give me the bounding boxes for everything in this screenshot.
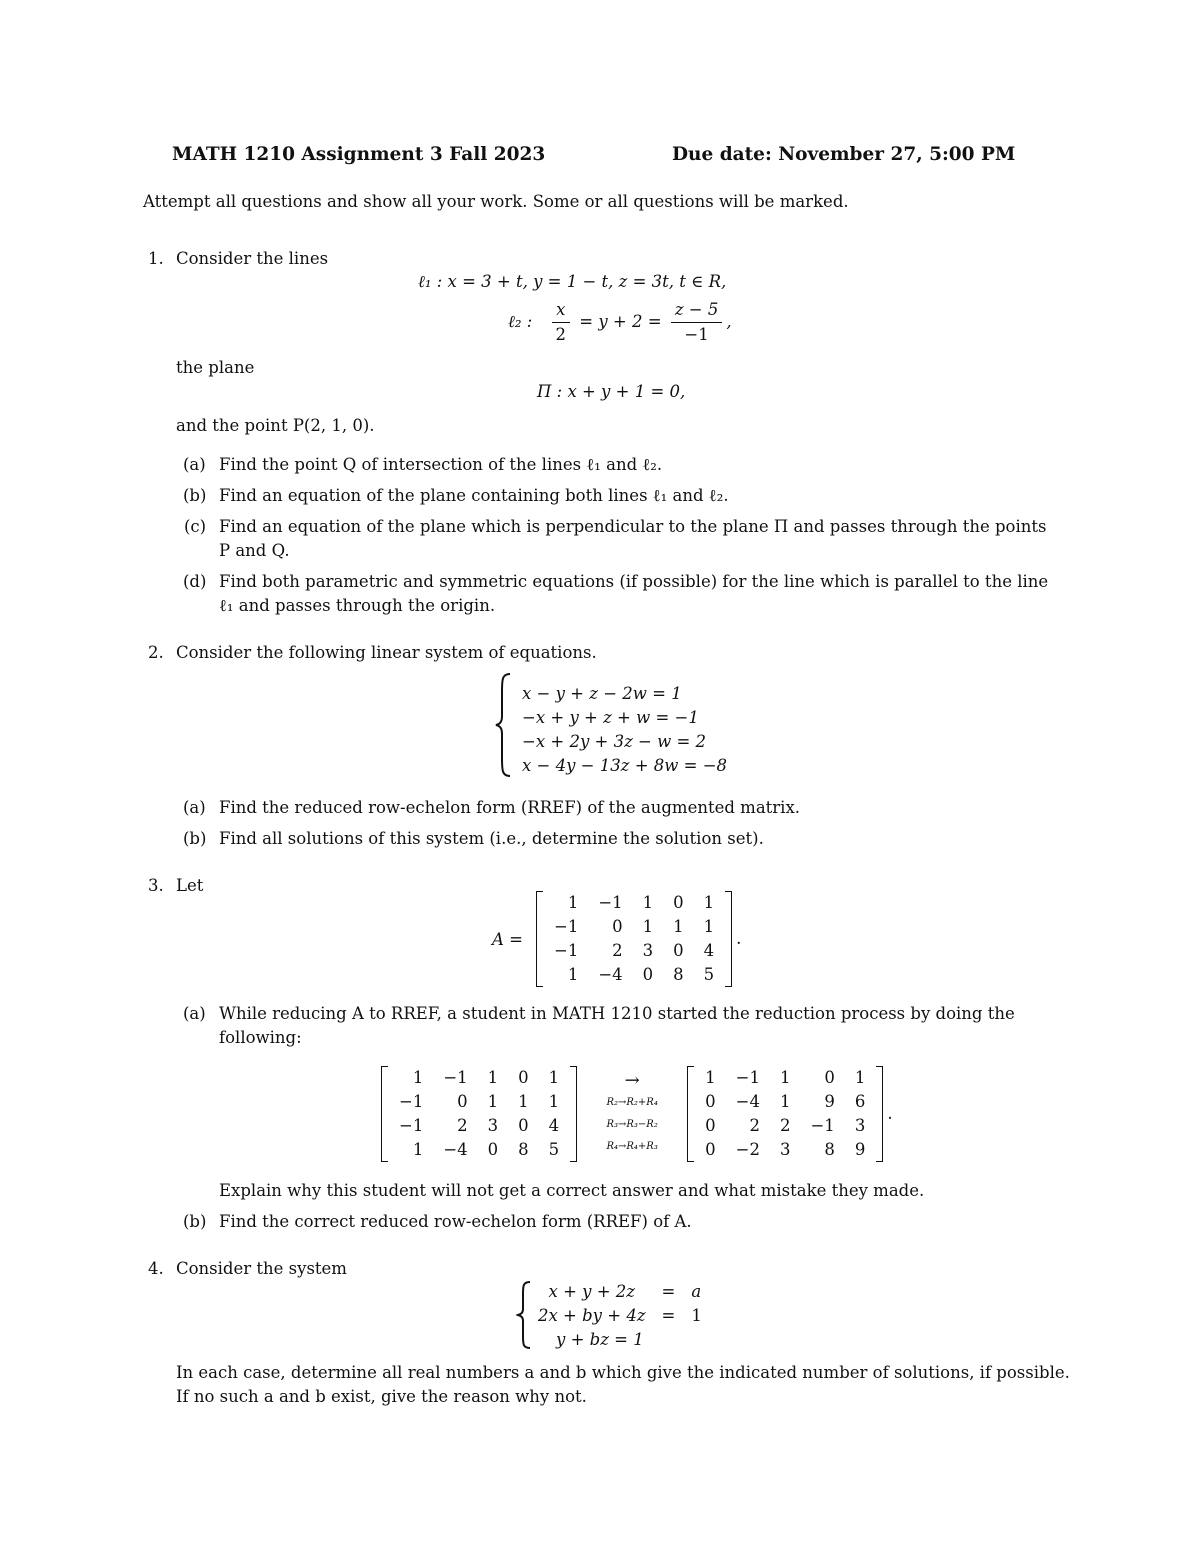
l2-middle: = y + 2 = — [579, 312, 662, 331]
q1-part-b-label: (b) — [183, 486, 207, 505]
matrix-cell: 0 — [705, 1140, 716, 1159]
assignment-title: MATH 1210 Assignment 3 Fall 2023 — [172, 144, 546, 165]
matrix-cell: 1 — [412, 1140, 424, 1159]
matrix-cell: 9 — [854, 1140, 866, 1159]
row-operation: R₄→R₄+R₃ — [606, 1141, 658, 1152]
q1-point: and the point P(2, 1, 0). — [176, 416, 375, 435]
matrix-cell: 1 — [642, 917, 654, 936]
q2-equation: −x + y + z + w = −1 — [522, 708, 699, 727]
matrix-cell: 0 — [705, 1092, 716, 1111]
q1-part-c-text-2: P and Q. — [219, 541, 290, 560]
q2-part-a-label: (a) — [183, 798, 206, 817]
frac-denominator: −1 — [684, 325, 709, 344]
matrix-cell: 0 — [518, 1116, 529, 1135]
matrix-cell: 2 — [749, 1116, 760, 1135]
matrix-cell: 5 — [548, 1140, 560, 1159]
matrix-cell: −4 — [735, 1092, 760, 1111]
matrix-cell: 3 — [854, 1116, 866, 1135]
matrix-cell: 2 — [779, 1116, 791, 1135]
matrix-cell: 2 — [612, 941, 623, 960]
q1-line-l1: ℓ₁ : x = 3 + t, y = 1 − t, z = 3t, t ∈ R, — [418, 272, 727, 291]
q1-plane-eq: Π : x + y + 1 = 0, — [537, 382, 686, 401]
matrix-cell: 1 — [703, 917, 715, 936]
q3-part-b-text: Find the correct reduced row-echelon form (RREF) of A. — [219, 1212, 692, 1231]
q4-system — [534, 1280, 706, 1352]
matrix-cell: −1 — [399, 1116, 424, 1135]
frac-numerator: z − 5 — [671, 300, 723, 323]
matrix-cell: 0 — [518, 1068, 529, 1087]
q4-closing-2: If no such a and b exist, give the reason why not. — [176, 1387, 587, 1406]
row-reduction — [381, 1066, 893, 1162]
arrow-icon: → — [624, 1070, 640, 1091]
row-operations — [577, 1070, 687, 1158]
matrix-before — [381, 1066, 577, 1162]
matrix-cell: 1 — [673, 917, 684, 936]
matrix-cell: 1 — [642, 893, 654, 912]
q3-part-a-text: While reducing A to RREF, a student in MATH 1210 started the reduction process by doing the — [219, 1004, 1015, 1023]
q1-part-b-text: Find an equation of the plane containing both lines ℓ₁ and ℓ₂. — [219, 486, 729, 505]
matrix-a-label: A = — [492, 930, 523, 949]
matrix-cell: 8 — [824, 1140, 835, 1159]
matrix-cell: 0 — [673, 941, 684, 960]
matrix-cell: 3 — [487, 1116, 499, 1135]
q4-closing: In each case, determine all real numbers a and b which give the indicated number of solutions, if possible. — [176, 1363, 1070, 1382]
matrix-cell: 1 — [518, 1092, 529, 1111]
matrix-cell: 1 — [487, 1068, 499, 1087]
q1-part-d-label: (d) — [183, 572, 207, 591]
matrix-cell: 1 — [779, 1068, 791, 1087]
q4-rhs: 1 — [691, 1306, 702, 1325]
matrix-cell: 1 — [779, 1092, 791, 1111]
q1-lead: Consider the lines — [176, 249, 329, 268]
frac-numerator: x — [552, 300, 571, 323]
matrix-cell: −1 — [443, 1068, 468, 1087]
q2-part-a-text: Find the reduced row-echelon form (RREF) of the augmented matrix. — [219, 798, 801, 817]
matrix-cell: −1 — [399, 1092, 424, 1111]
matrix-cell: −1 — [554, 941, 579, 960]
q1-number: 1. — [148, 249, 164, 268]
matrix-after — [687, 1066, 883, 1162]
matrix-cell: 1 — [567, 893, 579, 912]
q3-lead: Let — [176, 876, 204, 895]
q4-eq-sign: = — [661, 1282, 676, 1301]
q2-equation: −x + 2y + 3z − w = 2 — [522, 732, 707, 751]
matrix-cell: 3 — [642, 941, 654, 960]
instructions: Attempt all questions and show all your work. Some or all questions will be marked. — [143, 192, 849, 211]
matrix-cell: 0 — [487, 1140, 499, 1159]
q4-lead: Consider the system — [176, 1259, 347, 1278]
matrix-cell: 0 — [705, 1116, 716, 1135]
q2-system — [518, 682, 731, 778]
matrix-cell: −1 — [598, 893, 623, 912]
matrix-cell: 0 — [457, 1092, 468, 1111]
matrix-cell: 4 — [548, 1116, 560, 1135]
q1-part-c-label: (c) — [184, 517, 207, 536]
q2-lead: Consider the following linear system of equations. — [176, 643, 597, 662]
q4-lhs: 2x + by + 4z — [538, 1306, 646, 1325]
matrix-cell: 3 — [779, 1140, 791, 1159]
row-operation: R₃→R₃−R₂ — [606, 1119, 658, 1130]
matrix-cell: 0 — [642, 965, 654, 984]
q4-lhs: y + bz = 1 — [556, 1330, 644, 1349]
matrix-cell: 2 — [457, 1116, 468, 1135]
q1-line-l2 — [508, 300, 732, 345]
q1-part-a-text: Find the point Q of intersection of the lines ℓ₁ and ℓ₂. — [219, 455, 663, 474]
q3-number: 3. — [148, 876, 164, 895]
matrix-cell: 0 — [824, 1068, 835, 1087]
matrix-cell: 1 — [705, 1068, 716, 1087]
q4-rhs: a — [691, 1282, 702, 1301]
matrix-cell: −4 — [443, 1140, 468, 1159]
matrix-cell: 5 — [703, 965, 715, 984]
q4-number: 4. — [148, 1259, 164, 1278]
q1-plane-lead: the plane — [176, 358, 255, 377]
matrix-cell: 1 — [487, 1092, 499, 1111]
matrix-a-brackets — [536, 891, 732, 987]
matrix-cell: −1 — [554, 917, 579, 936]
q2-part-b-text: Find all solutions of this system (i.e., determine the solution set). — [219, 829, 764, 848]
l2-fraction-z — [671, 300, 723, 345]
frac-denominator: 2 — [555, 325, 567, 344]
q3-part-a-text-2: following: — [219, 1028, 302, 1047]
q2-equation: x − y + z − 2w = 1 — [522, 684, 682, 703]
q4-lhs: x + y + 2z — [548, 1282, 635, 1301]
matrix-after-end: . — [887, 1103, 893, 1123]
matrix-cell: 1 — [703, 893, 715, 912]
l2-end: , — [726, 312, 732, 331]
matrix-a — [536, 891, 741, 987]
matrix-a-end: . — [736, 928, 742, 948]
q3-explain: Explain why this student will not get a correct answer and what mistake they made. — [219, 1181, 925, 1200]
matrix-cell: 8 — [518, 1140, 529, 1159]
q2-part-b-label: (b) — [183, 829, 207, 848]
q3-part-b-label: (b) — [183, 1212, 207, 1231]
matrix-cell: 1 — [548, 1068, 560, 1087]
q1-part-c-text: Find an equation of the plane which is perpendicular to the plane Π and passes through the points — [219, 517, 1047, 536]
row-operation: R₂→R₂+R₄ — [606, 1097, 658, 1108]
due-date: Due date: November 27, 5:00 PM — [672, 144, 1016, 165]
matrix-cell: 6 — [854, 1092, 866, 1111]
l2-fraction-x — [552, 300, 571, 345]
matrix-cell: 8 — [673, 965, 684, 984]
q4-eq-sign: = — [661, 1306, 676, 1325]
q1-part-a-label: (a) — [183, 455, 206, 474]
q2-equation: x − 4y − 13z + 8w = −8 — [522, 756, 728, 775]
matrix-cell: −1 — [735, 1068, 760, 1087]
matrix-cell: 0 — [612, 917, 623, 936]
q3-part-a-label: (a) — [183, 1004, 206, 1023]
matrix-cell: 1 — [567, 965, 579, 984]
matrix-cell: 4 — [703, 941, 715, 960]
matrix-cell: 1 — [854, 1068, 866, 1087]
matrix-cell: 1 — [412, 1068, 424, 1087]
matrix-cell: 0 — [673, 893, 684, 912]
q2-number: 2. — [148, 643, 164, 662]
matrix-cell: 1 — [548, 1092, 560, 1111]
q1-part-d-text-2: ℓ₁ and passes through the origin. — [219, 596, 496, 615]
q1-part-d-text: Find both parametric and symmetric equations (if possible) for the line which is parallel to the line — [219, 572, 1049, 591]
matrix-cell: −4 — [598, 965, 623, 984]
matrix-cell: 9 — [824, 1092, 835, 1111]
matrix-cell: −1 — [810, 1116, 835, 1135]
l2-label: ℓ₂ : — [508, 312, 533, 331]
matrix-cell: −2 — [735, 1140, 760, 1159]
